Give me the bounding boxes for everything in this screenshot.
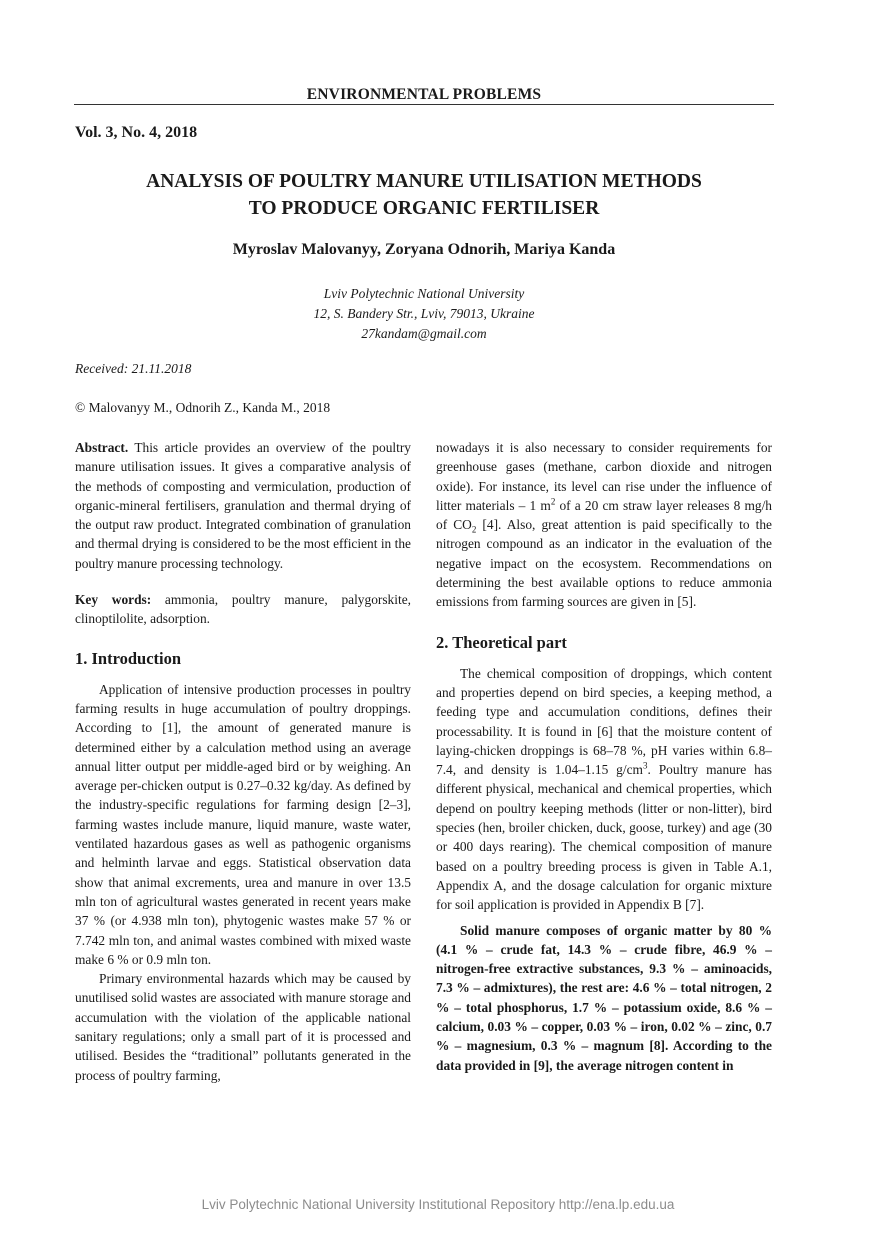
theory-paragraph-2: Solid manure composes of organic matter by 80 % (4.1 % – crude fat, 14.3 % – crude fibre, 46.9 % – nitrogen-free extractive substances, 9.3 % – aminoacids, 7.3 % – admixtures), the rest are: 4.6 % – total nitrogen, 2 % – total phosphorus, 1.7 % – potassium oxide, 8.6 % – calcium, 0.03 % – copper, 0.03 % – iron, 0.02 % – zinc, 0.7 % – magnesium, 0.3 % – magnum [8]. According to the data provided in [9], the average nitrogen content in — [436, 922, 772, 1073]
intro-paragraph-continued — [436, 438, 772, 612]
intro-cont-text-a: nowadays it is also necessary to consider requirements for greenhouse gases (methane, carbon dioxide and nitrogen oxide). For instance, its level can rise under the influence of litter materials – 1 m — [436, 440, 772, 513]
intro-cont-superscript: 2 — [550, 496, 556, 507]
affiliation-address: 12, S. Bandery Str., Lviv, 79013, Ukraine — [313, 306, 535, 321]
introduction-heading: 1. Introduction — [75, 648, 182, 668]
theory-text-a: The chemical composition of droppings, which content and properties depend on bird species, a keeping method, a feeding type and accumulation conditions, defines their processability. It is found in [6] that the moisture content of laying-chicken droppings is 68–78 %, pH varies within 6.8–7.4, and density is 1.04–1.15 g/cm — [436, 665, 772, 778]
affiliation — [74, 284, 774, 344]
keywords-label: Key words: — [75, 592, 152, 608]
author-email: 27kandam@gmail.com — [361, 326, 487, 341]
theory-text-b: . Poultry manure has different physical, mechanical and chemical properties, which depend on poultry keeping methods (litter or non-litter), bird species (hen, broiler chicken, duck, goose, turkey) and age (30 or 400 days rearing). The chemical composition of manure based on a poultry breeding process is given in Table A.1, Appendix A, and the dosage calculation for organic mixture for soil application is provided in Appendix B [7]. — [436, 762, 773, 913]
copyright-notice: © Malovanyy M., Odnorih Z., Kanda M., 2018 — [75, 400, 331, 415]
theory-superscript: 3 — [642, 760, 648, 771]
keywords — [75, 590, 411, 629]
theoretical-part-heading: 2. Theoretical part — [436, 632, 567, 652]
intro-cont-text-c: [4]. Also, great attention is paid specifically to the nitrogen compound as an indicator in the evaluation of the negative impact on the ecosystem. Recommendations on determining the best available options to reduce ammonia emissions from farming sources are given in [5]. — [436, 517, 772, 610]
article-title — [74, 168, 774, 222]
header-rule — [74, 104, 774, 105]
abstract-text: This article provides an overview of the poultry manure utilisation issues. It gives a comparative analysis of the methods of composting and vermiculation, production of organic-mineral fertilisers, granulation and thermal drying of the output raw product. Integrated combination of granulation and thermal drying is considered to be the most efficient in the poultry manure processing technology. — [75, 440, 411, 571]
intro-cont-subscript: 2 — [471, 524, 477, 535]
right-column — [436, 438, 772, 1075]
intro-paragraph-2: Primary environmental hazards which may be caused by unutilised solid wastes are associated with manure storage and accumulation with the violation of the applicable national sanitary regulations; only a small part of it is processed and utilised. Besides the “traditional” pollutants generated in the process of poultry farming, — [75, 971, 411, 1083]
affiliation-institution: Lviv Polytechnic National University — [323, 286, 525, 301]
title-line-1: ANALYSIS OF POULTRY MANURE UTILISATION METHODS — [146, 171, 702, 192]
intro-paragraph-1: Application of intensive production processes in poultry farming results in huge accumulation of poultry droppings. According to [1], the amount of generated manure is determined either by a calculation method using an average annual litter output per middle-aged bird or by weighing. An average per-chicken output is 0.27–0.32 kg/day. As defined by the industry-specific regulations for farming design [2–3], farming wastes include manure, liquid manure, waste water, ventilated hazardous gases as well as pathogenic organisms and helminth larvae and eggs. Statistical observation data show that animal excrements, urea and manure in over 13.5 mln ton of agricultural wastes generated in recent years make 37 % (or 4.938 mln ton), phytogenic wastes make 57 % or 7.742 mln ton, and animal wastes combined with mixed waste make 6 % or 0.9 mln ton. — [75, 681, 411, 967]
section-header: ENVIRONMENTAL PROBLEMS — [306, 86, 542, 103]
volume-issue: Vol. 3, No. 4, 2018 — [75, 124, 198, 141]
left-column — [75, 438, 411, 1085]
received-date: Received: 21.11.2018 — [75, 361, 192, 376]
abstract — [75, 438, 411, 573]
theory-paragraph-1 — [436, 664, 772, 915]
author-list: Myroslav Malovanyy, Zoryana Odnorih, Mariya Kanda — [232, 241, 616, 258]
title-line-2: TO PRODUCE ORGANIC FERTILISER — [248, 198, 600, 219]
intro-cont-text-b: of a 20 cm straw layer releases 8 mg/h of CO — [436, 497, 773, 533]
abstract-label: Abstract. — [75, 440, 129, 455]
keywords-text: ammonia, poultry manure, palygorskite, clinoptilolite, adsorption. — [75, 592, 411, 627]
repository-footer: Lviv Polytechnic National University Institutional Repository http://ena.lp.edu.ua — [201, 1197, 675, 1212]
